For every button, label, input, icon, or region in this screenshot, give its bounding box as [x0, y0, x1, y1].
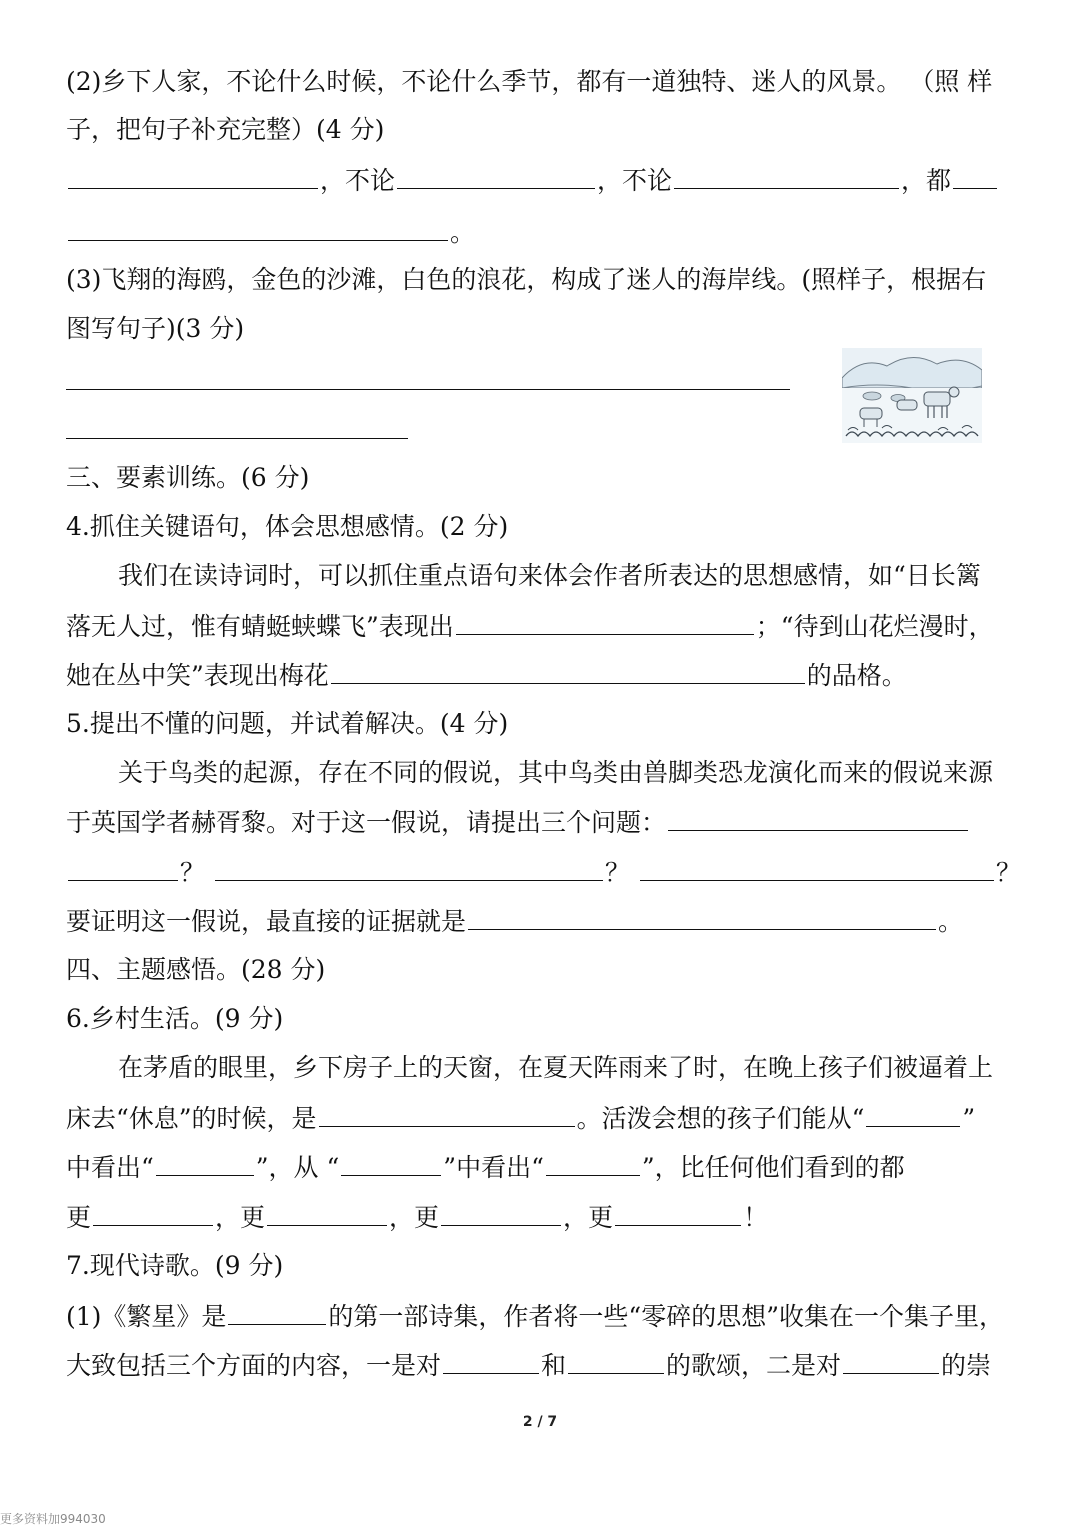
countryside-cattle-illustration-icon [842, 348, 982, 443]
q5-p2 [66, 802, 1020, 842]
q4-p2 [66, 606, 1020, 646]
answer-blank[interactable] [331, 655, 805, 684]
answer-blank[interactable] [568, 1345, 664, 1374]
q2-text1: (2)乡下人家，不论什么时候，不论什么季节，都有一道独特、迷人的风景。 （照 样 [66, 67, 993, 96]
q4-title [66, 507, 1020, 547]
q2-fill-line2 [66, 212, 1020, 252]
q2-fill-line [66, 160, 1020, 200]
q6-text4a: 更 [66, 1203, 92, 1232]
answer-blank[interactable] [441, 1197, 561, 1226]
q3-line2 [66, 309, 1020, 349]
q2-line1 [66, 62, 1020, 102]
q7-text1b: 的第一部诗集，作者将一些“零碎的思想”收集在一个集子里， [328, 1302, 1004, 1331]
q6-p1 [66, 1048, 1020, 1088]
q6-text4b: ，更 [215, 1203, 266, 1232]
q6-p2 [66, 1098, 1020, 1138]
answer-blank[interactable] [443, 1345, 539, 1374]
q6-p3 [66, 1147, 1020, 1187]
q6-text3c: ”中看出“ [443, 1153, 544, 1182]
q2-text2: 子，把句子补充完整）(4 分) [66, 115, 385, 144]
q4-p3 [66, 655, 1020, 695]
q5-p3 [66, 852, 1020, 892]
answer-blank[interactable] [674, 160, 899, 189]
answer-blank[interactable] [215, 852, 603, 881]
q4-text1: 我们在读诗词时，可以抓住重点语句来体会作者所表达的思想感情，如“日长篱 [118, 561, 981, 590]
q7-text2c: 的歌颂，二是对 [666, 1351, 842, 1380]
q4-text3b: 的品格。 [806, 661, 907, 690]
fill-connector: ，不论 [597, 166, 673, 195]
q7-text2d: 的崇 [941, 1351, 992, 1380]
answer-blank[interactable] [341, 1147, 441, 1176]
answer-blank[interactable] [615, 1197, 741, 1226]
q5-text4a: 要证明这一假说，最直接的证据就是 [66, 907, 467, 936]
q5-text4b: 。 [938, 907, 964, 936]
q6-text2a: 床去“休息”的时候，是 [66, 1104, 317, 1133]
q6-title [66, 999, 1020, 1039]
answer-blank[interactable] [866, 1098, 960, 1127]
q6-text2b: 。活泼会想的孩子们能从“ [576, 1104, 865, 1133]
q5-p4 [66, 901, 1020, 941]
question-mark: ？ [604, 858, 630, 887]
answer-blank[interactable] [267, 1197, 387, 1226]
section4-title-text: 四、主题感悟。(28 分) [66, 955, 326, 984]
q6-text2c: ” [962, 1104, 976, 1133]
section4-title [66, 950, 1020, 990]
q7-title [66, 1246, 1020, 1286]
q6-p4 [66, 1197, 1020, 1237]
page-number: 2 / 7 [522, 1414, 558, 1430]
question-mark: ？ [995, 858, 1021, 887]
q4-p1 [66, 556, 1020, 596]
q4-text2a: 落无人过，惟有蜻蜓蛱蝶飞”表现出 [66, 612, 454, 641]
answer-blank[interactable] [319, 1098, 575, 1127]
answer-blank[interactable] [546, 1147, 640, 1176]
q7-p2 [66, 1345, 1020, 1385]
q7-text1a: (1)《繁星》是 [66, 1302, 227, 1331]
fill-connector: ，不论 [320, 166, 396, 195]
q6-text3a: 中看出“ [66, 1153, 154, 1182]
q5-p1 [66, 753, 1020, 793]
q7-p1 [66, 1296, 1020, 1336]
answer-line[interactable] [66, 438, 408, 439]
answer-blank[interactable] [843, 1345, 939, 1374]
answer-blank[interactable] [397, 160, 595, 189]
fill-end: 。 [450, 218, 476, 247]
q5-text1: 关于鸟类的起源，存在不同的假说，其中鸟类由兽脚类恐龙演化而来的假说来源 [118, 758, 994, 787]
q4-text2b: ；“待到山花烂漫时， [755, 612, 994, 641]
q7-title-text: 7.现代诗歌。(9 分) [66, 1251, 284, 1280]
answer-line[interactable] [66, 389, 790, 390]
answer-blank[interactable] [93, 1197, 213, 1226]
section3-title [66, 458, 1020, 498]
q6-text4d: ，更 [563, 1203, 614, 1232]
q4-title-text: 4.抓住关键语句，体会思想感情。(2 分) [66, 512, 509, 541]
q6-text4c: ，更 [389, 1203, 440, 1232]
answer-blank[interactable] [68, 852, 178, 881]
q5-title-text: 5.提出不懂的问题，并试着解决。(4 分) [66, 709, 509, 738]
watermark: 更多资料加994030 [0, 1512, 106, 1526]
answer-blank[interactable] [468, 901, 936, 930]
fill-connector: ，都 [901, 166, 952, 195]
answer-blank[interactable] [228, 1296, 326, 1325]
q4-text3a: 她在丛中笑”表现出梅花 [66, 661, 329, 690]
answer-blank[interactable] [456, 606, 754, 635]
q6-text4e: ！ [743, 1203, 769, 1232]
q3-text1: (3)飞翔的海鸥，金色的沙滩，白色的浪花，构成了迷人的海岸线。(照样子，根据右 [66, 265, 987, 294]
answer-blank[interactable] [68, 160, 318, 189]
q7-text2a: 大致包括三个方面的内容，一是对 [66, 1351, 442, 1380]
answer-blank[interactable] [668, 802, 968, 831]
q5-title [66, 704, 1020, 744]
q3-line1 [66, 260, 1020, 300]
q7-text2b: 和 [541, 1351, 567, 1380]
answer-blank[interactable] [156, 1147, 254, 1176]
answer-blank[interactable] [640, 852, 994, 881]
q2-line2 [66, 110, 1020, 150]
answer-blank[interactable] [68, 212, 448, 241]
q6-text1: 在茅盾的眼里，乡下房子上的天窗，在夏天阵雨来了时，在晚上孩子们被逼着上 [118, 1053, 994, 1082]
q6-title-text: 6.乡村生活。(9 分) [66, 1004, 284, 1033]
question-mark: ？ [180, 858, 206, 887]
section3-title-text: 三、要素训练。(6 分) [66, 463, 310, 492]
q6-text3d: ”，比任何他们看到的都 [641, 1153, 905, 1182]
q5-text2: 于英国学者赫胥黎。对于这一假说，请提出三个问题： [66, 808, 667, 837]
q3-text2: 图写句子)(3 分) [66, 314, 245, 343]
q6-text3b: ”，从 “ [255, 1153, 340, 1182]
answer-blank[interactable] [953, 160, 997, 189]
